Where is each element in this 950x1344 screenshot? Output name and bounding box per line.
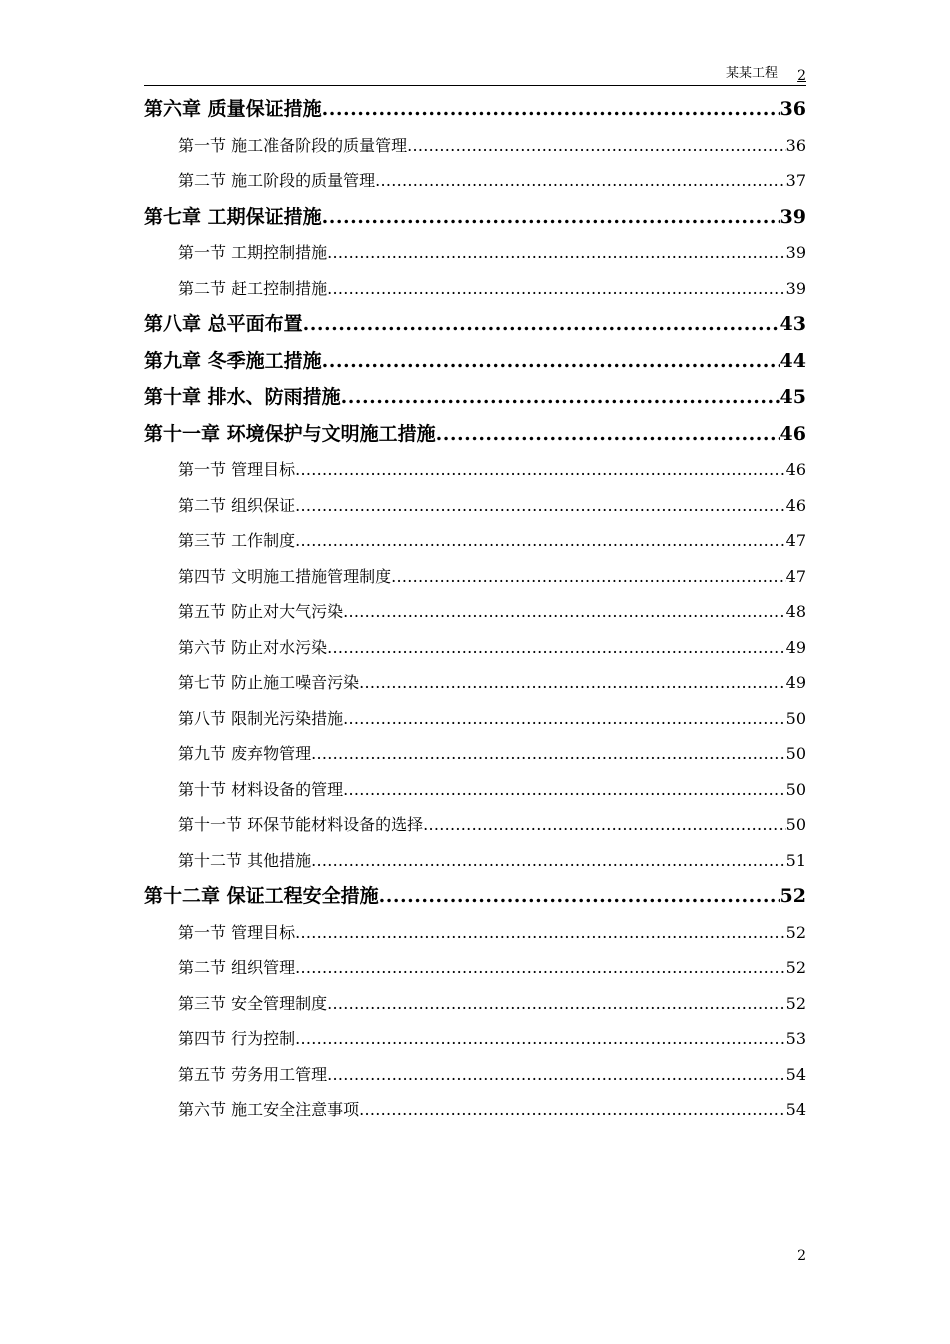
toc-entry-page: 51 [785, 850, 806, 870]
toc-entry-page: 48 [785, 602, 806, 621]
toc-entry-title: 第十章 排水、防雨措施 [144, 386, 341, 408]
toc-entry-title: 第十二节 其他措施 [178, 850, 312, 870]
toc-chapter-entry[interactable] [144, 306, 806, 343]
toc-entry-title: 第一节 工期控制措施 [178, 243, 328, 262]
toc-entry-page: 49 [785, 637, 806, 657]
toc-leader-dots [322, 199, 780, 236]
toc-entry-page: 53 [785, 1029, 806, 1048]
toc-section-entry[interactable] [144, 630, 806, 666]
toc-section-entry[interactable] [144, 950, 806, 986]
toc-entry-title: 第十一章 环境保护与文明施工措施 [144, 422, 436, 445]
toc-entry-title: 第七章 工期保证措施 [144, 205, 322, 228]
toc-leader-dots [375, 163, 786, 199]
toc-section-entry[interactable] [144, 736, 806, 772]
toc-section-entry[interactable] [144, 701, 806, 737]
toc-section-entry[interactable] [144, 1021, 806, 1057]
toc-leader-dots [343, 701, 786, 737]
toc-entry-page: 49 [785, 673, 806, 692]
toc-section-entry[interactable] [144, 807, 806, 843]
toc-entry-page: 50 [785, 744, 806, 763]
toc-leader-dots [407, 128, 786, 164]
toc-leader-dots [295, 950, 786, 986]
toc-entry-title: 第四节 文明施工措施管理制度 [178, 566, 392, 586]
toc-entry-page: 36 [785, 135, 806, 155]
toc-chapter-entry[interactable] [144, 199, 806, 236]
toc-entry-page: 39 [785, 278, 806, 298]
toc-entry-title: 第二节 组织管理 [178, 958, 296, 977]
toc-leader-dots [327, 235, 786, 271]
toc-leader-dots [379, 878, 780, 915]
toc-entry-page: 46 [779, 422, 806, 445]
toc-leader-dots [359, 1092, 786, 1128]
toc-entry-title: 第二节 施工阶段的质量管理 [178, 171, 376, 190]
toc-entry-title: 第十一节 环保节能材料设备的选择 [178, 815, 424, 834]
toc-entry-title: 第二节 组织保证 [178, 495, 296, 515]
toc-entry-page: 37 [785, 171, 806, 190]
toc-entry-page: 52 [779, 885, 806, 907]
toc-entry-title: 第八章 总平面布置 [144, 313, 303, 335]
toc-chapter-entry[interactable] [144, 91, 806, 128]
toc-leader-dots [343, 594, 786, 630]
toc-entry-page: 54 [785, 1064, 806, 1084]
toc-entry-title: 第四节 行为控制 [178, 1029, 296, 1048]
toc-entry-title: 第三节 工作制度 [178, 531, 296, 550]
toc-leader-dots [322, 91, 780, 128]
toc-leader-dots [423, 807, 786, 843]
toc-entry-page: 45 [779, 386, 806, 408]
toc-entry-page: 44 [779, 349, 806, 372]
toc-leader-dots [359, 665, 786, 701]
footer-page-number: 2 [797, 1248, 806, 1264]
toc-section-entry[interactable] [144, 128, 806, 164]
toc-section-entry[interactable] [144, 986, 806, 1022]
toc-section-entry[interactable] [144, 163, 806, 199]
toc-entry-title: 第五节 劳务用工管理 [178, 1064, 328, 1084]
toc-leader-dots [295, 488, 786, 524]
toc-leader-dots [295, 523, 786, 559]
toc-chapter-entry[interactable] [144, 343, 806, 380]
toc-entry-page: 36 [779, 98, 806, 120]
toc-section-entry[interactable] [144, 915, 806, 951]
toc-section-entry[interactable] [144, 665, 806, 701]
toc-leader-dots [322, 343, 780, 380]
toc-entry-page: 50 [785, 815, 806, 834]
toc-entry-title: 第八节 限制光污染措施 [178, 708, 344, 728]
toc-leader-dots [295, 452, 786, 488]
toc-leader-dots [327, 1057, 786, 1093]
toc-entry-page: 46 [785, 460, 806, 479]
toc-section-entry[interactable] [144, 271, 806, 307]
header-page-number: 2 [797, 68, 806, 84]
toc-leader-dots [341, 379, 780, 416]
toc-entry-page: 52 [785, 993, 806, 1013]
table-of-contents [144, 91, 806, 1128]
toc-entry-page: 47 [785, 531, 806, 550]
toc-entry-title: 第一节 管理目标 [178, 922, 296, 942]
toc-leader-dots [295, 1021, 786, 1057]
toc-entry-page: 47 [785, 566, 806, 586]
toc-leader-dots [327, 986, 786, 1022]
toc-chapter-entry[interactable] [144, 379, 806, 416]
toc-entry-page: 39 [779, 205, 806, 228]
toc-entry-page: 54 [785, 1100, 806, 1119]
toc-entry-page: 39 [785, 243, 806, 262]
toc-entry-title: 第六节 防止对水污染 [178, 637, 328, 657]
toc-chapter-entry[interactable] [144, 878, 806, 915]
toc-section-entry[interactable] [144, 1092, 806, 1128]
toc-entry-title: 第二节 赶工控制措施 [178, 278, 328, 298]
toc-entry-title: 第五节 防止对大气污染 [178, 602, 344, 621]
toc-section-entry[interactable] [144, 488, 806, 524]
toc-leader-dots [311, 736, 786, 772]
toc-entry-title: 第六章 质量保证措施 [144, 98, 322, 120]
toc-entry-title: 第九章 冬季施工措施 [144, 349, 322, 372]
toc-entry-title: 第九节 废弃物管理 [178, 744, 312, 763]
toc-entry-title: 第一节 管理目标 [178, 460, 296, 479]
toc-section-entry[interactable] [144, 235, 806, 271]
toc-leader-dots [303, 306, 780, 343]
toc-entry-page: 50 [785, 779, 806, 799]
toc-entry-page: 52 [785, 922, 806, 942]
toc-section-entry[interactable] [144, 559, 806, 595]
toc-section-entry[interactable] [144, 1057, 806, 1093]
header-title: 某某工程 [725, 66, 778, 81]
toc-leader-dots [311, 843, 786, 879]
toc-entry-page: 50 [785, 708, 806, 728]
toc-entry-title: 第六节 施工安全注意事项 [178, 1100, 360, 1119]
toc-entry-title: 第七节 防止施工噪音污染 [178, 673, 360, 692]
toc-leader-dots [327, 630, 786, 666]
toc-leader-dots [436, 416, 780, 453]
toc-entry-page: 46 [785, 495, 806, 515]
toc-leader-dots [391, 559, 786, 595]
toc-section-entry[interactable] [144, 523, 806, 559]
toc-leader-dots [343, 772, 786, 808]
toc-leader-dots [327, 271, 786, 307]
toc-section-entry[interactable] [144, 452, 806, 488]
toc-section-entry[interactable] [144, 594, 806, 630]
toc-entry-page: 52 [785, 958, 806, 977]
toc-entry-title: 第三节 安全管理制度 [178, 993, 328, 1013]
toc-chapter-entry[interactable] [144, 416, 806, 453]
toc-leader-dots [295, 915, 786, 951]
toc-entry-title: 第十二章 保证工程安全措施 [144, 885, 379, 907]
toc-entry-title: 第一节 施工准备阶段的质量管理 [178, 135, 408, 155]
toc-section-entry[interactable] [144, 772, 806, 808]
toc-section-entry[interactable] [144, 843, 806, 879]
page-header [144, 66, 806, 86]
toc-entry-title: 第十节 材料设备的管理 [178, 779, 344, 799]
toc-entry-page: 43 [779, 313, 806, 335]
